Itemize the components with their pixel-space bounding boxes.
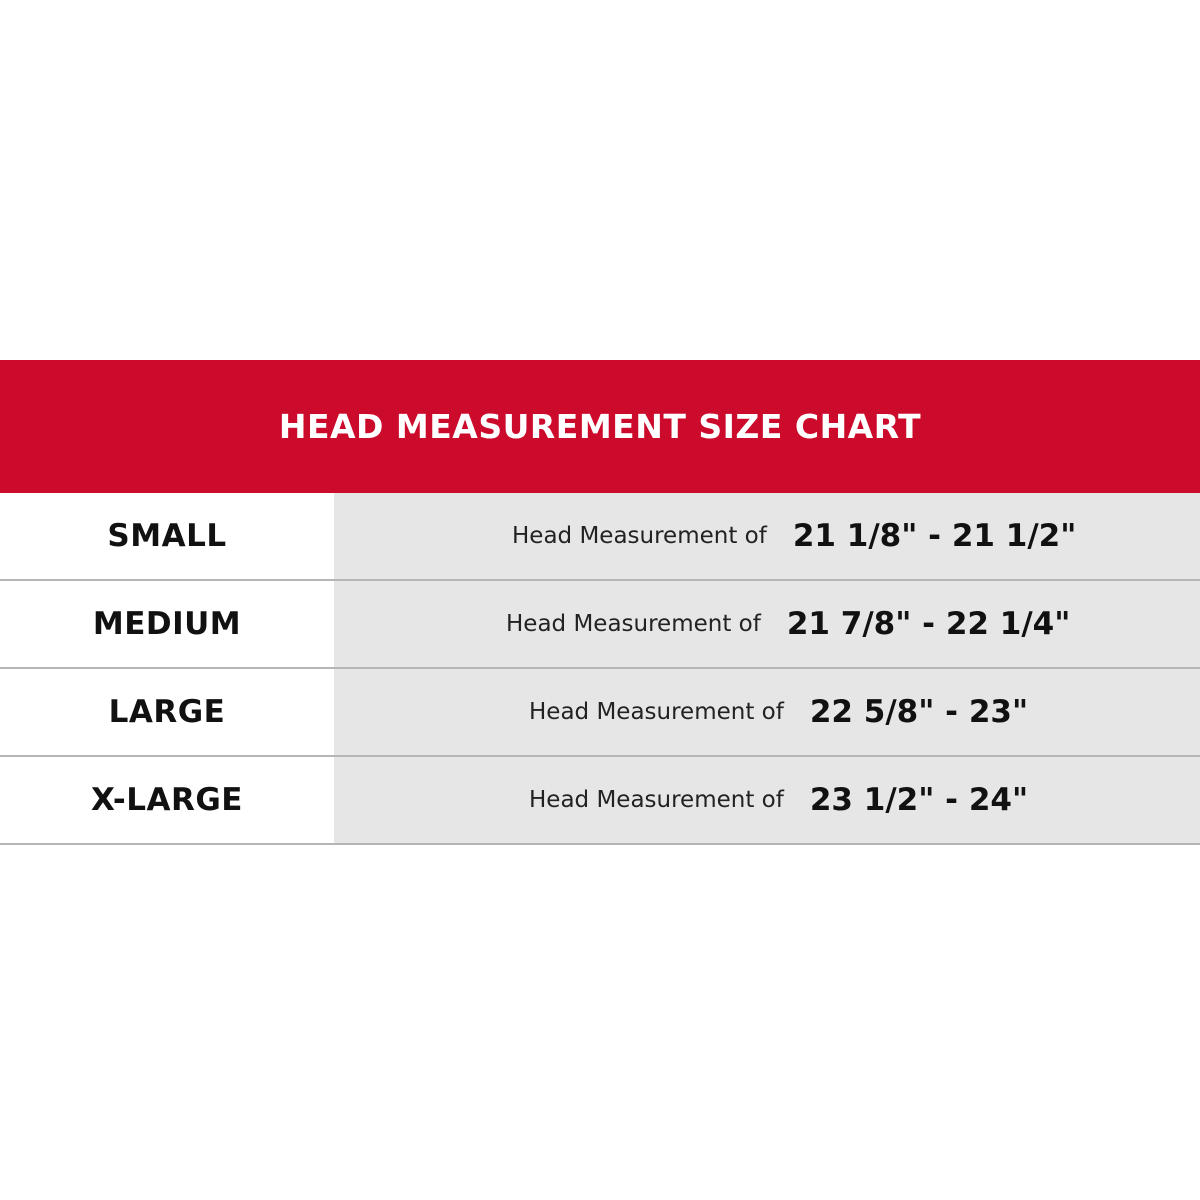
measurement-cell — [334, 493, 1200, 579]
table-row-x-large — [0, 757, 1200, 845]
measurement-content — [529, 757, 1028, 843]
measurement-cell — [334, 669, 1200, 755]
size-label: SMALL — [0, 493, 334, 579]
table-row-large — [0, 669, 1200, 757]
measurement-label: Head Measurement of — [506, 611, 761, 637]
chart-title: HEAD MEASUREMENT SIZE CHART — [278, 407, 922, 446]
measurement-content — [512, 493, 1076, 579]
size-label: X-LARGE — [0, 757, 334, 843]
measurement-range: 21 7/8" - 22 1/4" — [786, 606, 1071, 642]
measurement-range: 23 1/2" - 24" — [809, 782, 1029, 818]
table-row-medium — [0, 581, 1200, 669]
table-row-small — [0, 493, 1200, 581]
measurement-label: Head Measurement of — [529, 787, 784, 813]
size-label: MEDIUM — [0, 581, 334, 667]
measurement-label: Head Measurement of — [512, 523, 767, 549]
measurement-range: 22 5/8" - 23" — [809, 694, 1029, 730]
measurement-cell — [334, 581, 1200, 667]
measurement-label: Head Measurement of — [529, 699, 784, 725]
measurement-content — [529, 669, 1028, 755]
size-chart — [0, 360, 1200, 845]
chart-header — [0, 360, 1200, 493]
measurement-range: 21 1/8" - 21 1/2" — [792, 518, 1077, 554]
measurement-cell — [334, 757, 1200, 843]
measurement-content — [506, 581, 1070, 667]
size-label: LARGE — [0, 669, 334, 755]
